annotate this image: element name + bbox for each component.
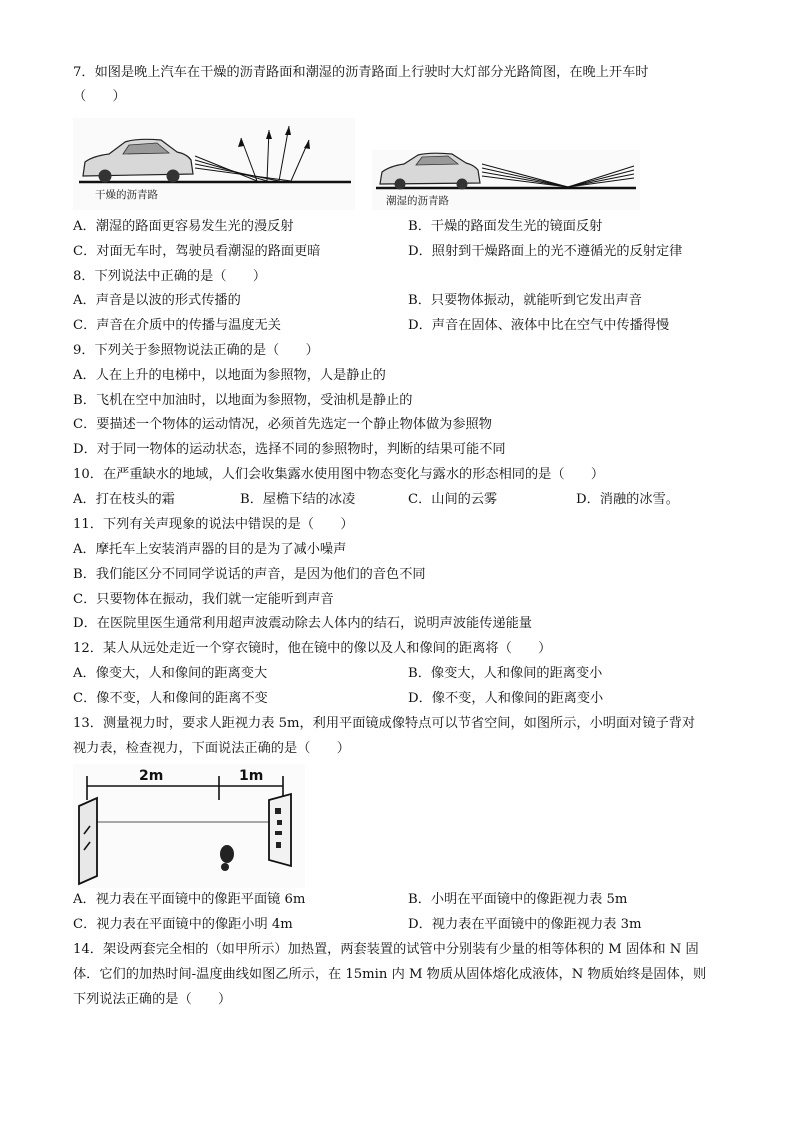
q8-stem: 8．下列说法中正确的是（ ） bbox=[73, 269, 267, 284]
q12-option-a: A．像变大，人和像间的距离变大 bbox=[73, 666, 268, 681]
q7-figure-dry-road bbox=[73, 118, 355, 210]
q7-dry-caption: 干燥的沥青路 bbox=[95, 189, 158, 201]
q7-option-a: A．潮湿的路面更容易发生光的漫反射 bbox=[73, 219, 294, 234]
q12-option-d: D．像不变，人和像间的距离变小 bbox=[408, 691, 604, 706]
q12-option-c: C．像不变，人和像间的距离不变 bbox=[73, 691, 268, 706]
q11-option-c: C．只要物体在振动，我们就一定能听到声音 bbox=[73, 592, 334, 607]
q10-option-c: C．山间的云雾 bbox=[408, 492, 498, 507]
q14-stem-line1: 14．架设两套完全相的（如甲所示）加热置，两套装置的试管中分别装有少量的相等体积的 M 固体和 N 固 bbox=[73, 942, 699, 957]
q8-option-a: A．声音是以波的形式传播的 bbox=[73, 293, 241, 308]
q8-option-c: C．声音在介质中的传播与温度无关 bbox=[73, 318, 281, 333]
q13-label-1m: 1m bbox=[239, 768, 264, 784]
q13-option-b: B．小明在平面镜中的像距视力表 5m bbox=[408, 892, 628, 907]
q10-option-b: B．屋檐下结的冰凌 bbox=[240, 492, 356, 507]
q11-option-a: A．摩托车上安装消声器的目的是为了减小噪声 bbox=[73, 542, 347, 557]
q8-option-d: D．声音在固体、液体中比在空气中传播得慢 bbox=[408, 318, 670, 333]
q7-figure-wet-road bbox=[372, 150, 640, 210]
q13-figure-vision-test bbox=[73, 764, 305, 888]
q14-stem-line2: 体．它们的加热时间-温度曲线如图乙所示，在 15min 内 M 物质从固体熔化成液体，N 物质始终是固体，则 bbox=[73, 967, 707, 982]
q7-option-d: D．照射到干燥路面上的光不遵循光的反射定律 bbox=[408, 244, 683, 259]
q9-stem: 9．下列关于参照物说法正确的是（ ） bbox=[73, 343, 319, 358]
q14-stem-line3: 下列说法正确的是（ ） bbox=[73, 992, 232, 1007]
q11-option-d: D．在医院里医生通常利用超声波震动除去人体内的结石，说明声波能传递能量 bbox=[73, 616, 532, 631]
q13-option-d: D．视力表在平面镜中的像距视力表 3m bbox=[408, 917, 642, 932]
q10-option-d: D．消融的冰雪。 bbox=[576, 492, 679, 507]
q7-wet-caption: 潮湿的沥青路 bbox=[386, 195, 449, 207]
q10-option-a: A．打在枝头的霜 bbox=[73, 492, 175, 507]
q7-option-c: C．对面无车时，驾驶员看潮湿的路面更暗 bbox=[73, 244, 321, 259]
q13-option-a: A．视力表在平面镜中的像距平面镜 6m bbox=[73, 892, 306, 907]
q7-stem-line1: 7．如图是晚上汽车在干燥的沥青路面和潮湿的沥青路面上行驶时大灯部分光路简图，在晚上开车时 bbox=[73, 65, 649, 80]
q9-option-a: A．人在上升的电梯中，以地面为参照物，人是静止的 bbox=[73, 368, 386, 383]
q12-stem: 12．某人从远处走近一个穿衣镜时，他在镜中的像以及人和像间的距离将（ ） bbox=[73, 641, 552, 656]
q13-label-2m: 2m bbox=[139, 768, 164, 784]
q9-option-c: C．要描述一个物体的运动情况，必须首先选定一个静止物体做为参照物 bbox=[73, 417, 492, 432]
q10-stem: 10．在严重缺水的地域，人们会收集露水使用图中物态变化与露水的形态相同的是（ ） bbox=[73, 467, 605, 482]
q13-option-c: C．视力表在平面镜中的像距小明 4m bbox=[73, 917, 293, 932]
q9-option-b: B．飞机在空中加油时，以地面为参照物，受油机是静止的 bbox=[73, 393, 413, 408]
q13-stem-line1: 13．测量视力时，要求人距视力表 5m，利用平面镜成像特点可以节省空间，如图所示，小明面对镜子背对 bbox=[73, 716, 696, 731]
q11-option-b: B．我们能区分不同同学说话的声音，是因为他们的音色不同 bbox=[73, 567, 426, 582]
q7-option-b: B．干燥的路面发生光的镜面反射 bbox=[408, 219, 603, 234]
q13-stem-line2: 视力表，检查视力，下面说法正确的是（ ） bbox=[73, 741, 350, 756]
q8-option-b: B．只要物体振动，就能听到它发出声音 bbox=[408, 293, 642, 308]
q9-option-d: D．对于同一物体的运动状态，选择不同的参照物时，判断的结果可能不同 bbox=[73, 442, 506, 457]
q7-stem-line2: （ ） bbox=[73, 89, 126, 104]
q12-option-b: B．像变大，人和像间的距离变小 bbox=[408, 666, 603, 681]
q11-stem: 11．下列有关声现象的说法中错误的是（ ） bbox=[73, 517, 354, 532]
